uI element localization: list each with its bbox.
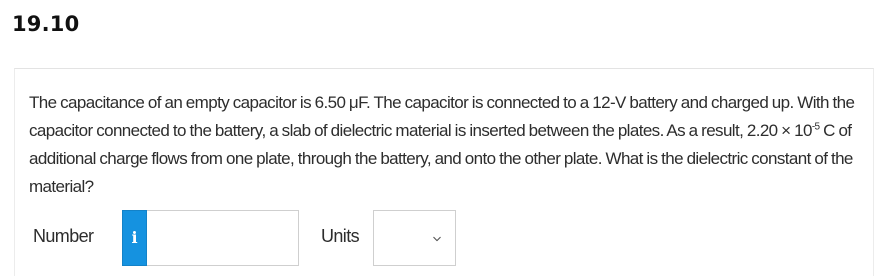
info-icon: i [131, 228, 138, 247]
question-text [29, 89, 859, 201]
question-exponent: -5 [811, 121, 820, 133]
units-select[interactable] [373, 210, 456, 266]
question-text-part2: C of additional charge flows from one plate, through the battery, and onto the other plate. What is the dielectric constant of the material? [29, 121, 853, 196]
question-text-part1: The capacitance of an empty capacitor is 6.50 μF. The capacitor is connected to a 12-V battery and charged up. With the capacitor connected to the battery, a slab of dielectric material is inserted between the plates. As a result, 2.20 × 10 [29, 93, 855, 140]
question-card [14, 68, 874, 276]
answer-row [29, 210, 629, 266]
number-label: Number [33, 226, 94, 246]
number-input[interactable] [147, 210, 299, 266]
page-title: 19.10 [12, 12, 80, 36]
units-label: Units [321, 226, 360, 246]
info-button[interactable] [122, 210, 147, 266]
chevron-down-icon [433, 235, 441, 243]
